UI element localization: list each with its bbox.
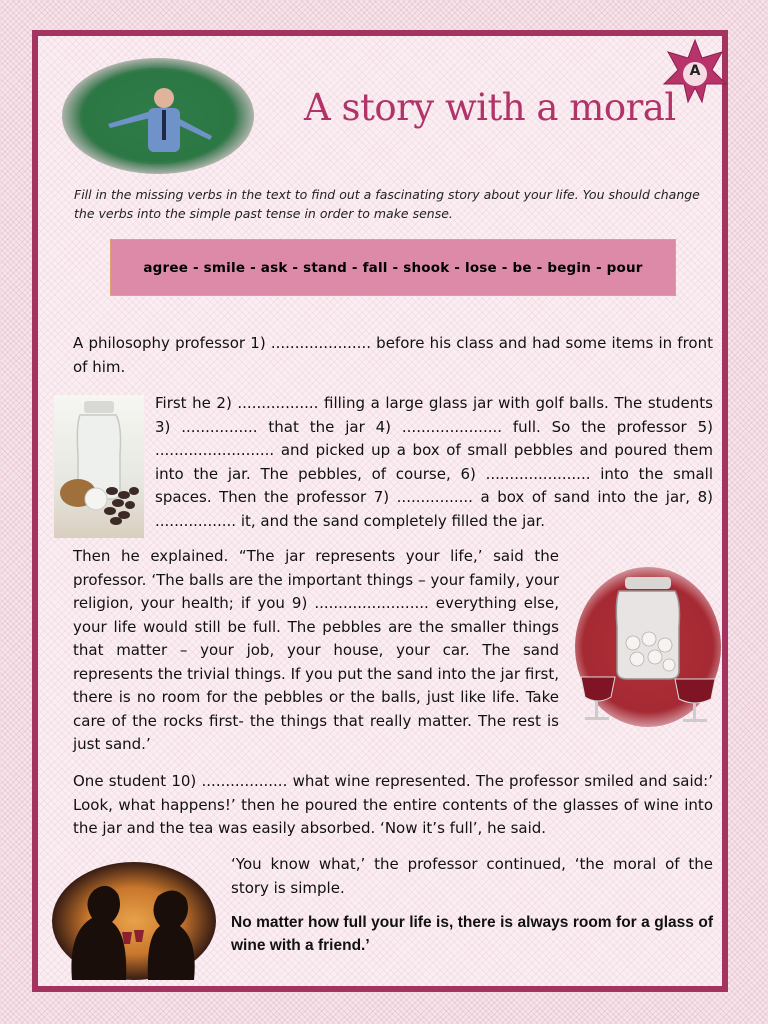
moral-statement: No matter how full your life is, there is always room for a glass of wine with a friend.’: [231, 914, 713, 954]
jar-wine-photo: [575, 567, 721, 727]
paragraph-5: ‘You know what,’ the professor continued, ‘the moral of the story is simple.: [231, 855, 713, 897]
couple-toast-photo: [52, 862, 216, 980]
paragraph-1: A philosophy professor 1) ..................... before his class and had some items in front of him.: [73, 334, 713, 376]
paragraph-4: One student 10) .................. what wine represented. The professor smiled and said:’ Look, what happens!’ then he poured the entire contents of the glasses of wine into the jar and the tea was easily absorbed. ‘Now it’s full’, he said.: [73, 772, 713, 837]
word-bank: agree - smile - ask - stand - fall - shook - lose - be - begin - pour: [110, 239, 676, 296]
paragraph-2: First he 2) ................. filling a large glass jar with golf balls. The students 3) ................ that the jar 4) ..................... full. So the professor 5) ......................... and picked up a box of small pebbles and poured them into the jar. The pebbles, of course, 6) ...................... into the small spaces. Then the professor 7) ................ a box of sand into the jar, 8) ................. it, and the sand completely filled the jar.: [155, 394, 713, 530]
instructions: Fill in the missing verbs in the text to find out a fascinating story about your life. You should change the verbs into the simple past tense in order to make sense.: [74, 187, 700, 221]
badge-letter: A: [689, 63, 701, 79]
paragraph-3: Then he explained. “The jar represents your life,’ said the professor. ‘The balls are the important things – your family, your religion, your health; if you 9) ........................ everything else, your life would still be full. The pebbles are the smaller things that matter – your job, your house, your car. The sand represents the trivial things. If you put the sand into the jar first, there is no room for the pebbles or the balls, just like life. Take care of the rocks first- the things that really matter. The rest is just sand.’: [73, 547, 559, 753]
professor-photo: [62, 58, 254, 174]
page-title: A story with a moral: [304, 86, 676, 129]
jar-pebbles-photo: [54, 395, 144, 538]
